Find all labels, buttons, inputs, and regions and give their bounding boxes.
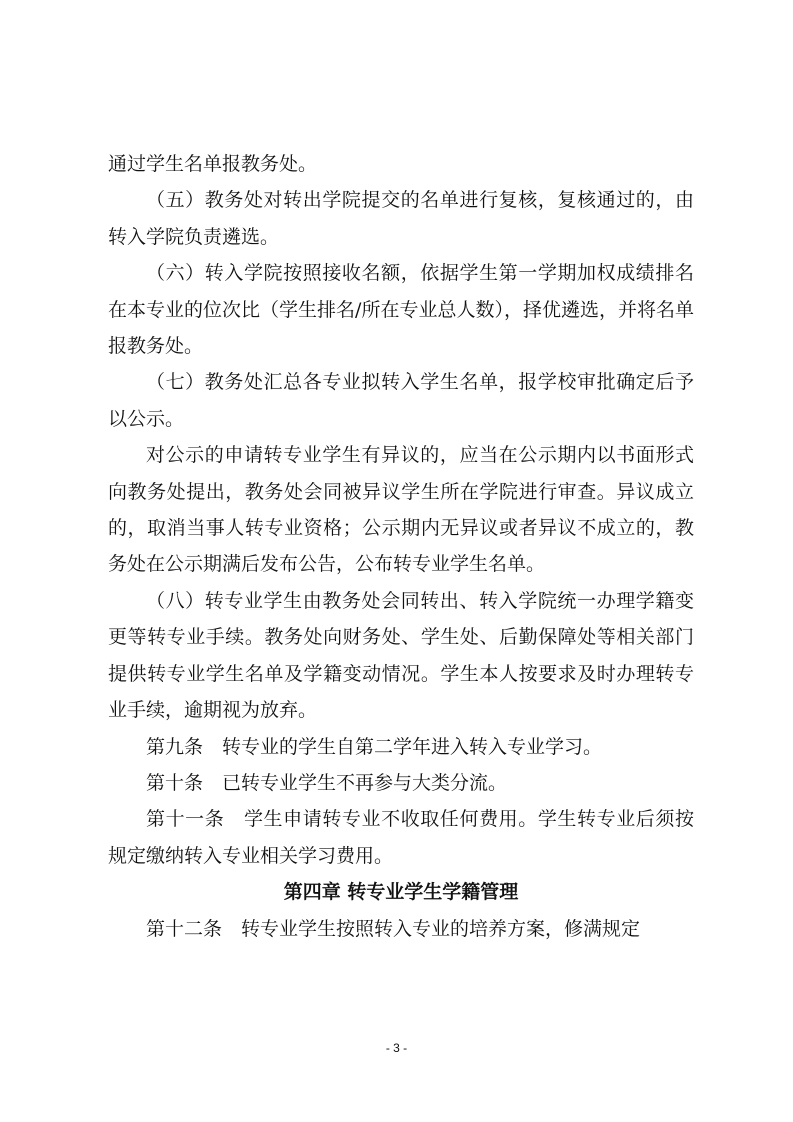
article-10: 第十条 已转专业学生不再参与大类分流。 [146, 771, 508, 794]
article-12: 第十二条 转专业学生按照转入专业的培养方案，修满规定 [146, 917, 641, 940]
paragraph-item-7: （七）教务处汇总各专业拟转入学生名单，报学校审批确定后予以公示。 [108, 371, 694, 430]
paragraph-item-5: （五）教务处对转出学院提交的名单进行复核，复核通过的，由转入学院负责遴选。 [108, 189, 694, 248]
page-number: - 3 - [385, 1041, 408, 1055]
paragraph-continuation: 通过学生名单报教务处。 [108, 153, 318, 175]
paragraph-item-8: （八）转专业学生由教务处会同转出、转入学院统一办理学籍变更等转专业手续。教务处向财务处、学生处、后勤保障处等相关部门提供转专业学生名单及学籍变动情况。学生本人按要求及时办理转专业手续，逾期视为放弃。 [108, 589, 694, 722]
document-body [108, 146, 694, 947]
paragraph-item-6: （六）转入学院按照接收名额，依据学生第一学期加权成绩排名在本专业的位次比（学生排名/所在专业总人数），择优遴选，并将名单报教务处。 [108, 262, 694, 358]
article-9: 第九条 转专业的学生自第二学年进入转入专业学习。 [146, 735, 603, 758]
paragraph-objection: 对公示的申请转专业学生有异议的，应当在公示期内以书面形式向教务处提出，教务处会同被异议学生所在学院进行审查。异议成立的，取消当事人转专业资格；公示期内无异议或者异议不成立的，教务处在公示期满后发布公告，公布转专业学生名单。 [108, 444, 694, 576]
chapter-heading: 第四章 转专业学生学籍管理 [283, 881, 519, 904]
article-11: 第十一条 学生申请转专业不收取任何费用。学生转专业后须按规定缴纳转入专业相关学习费用。 [108, 808, 694, 867]
